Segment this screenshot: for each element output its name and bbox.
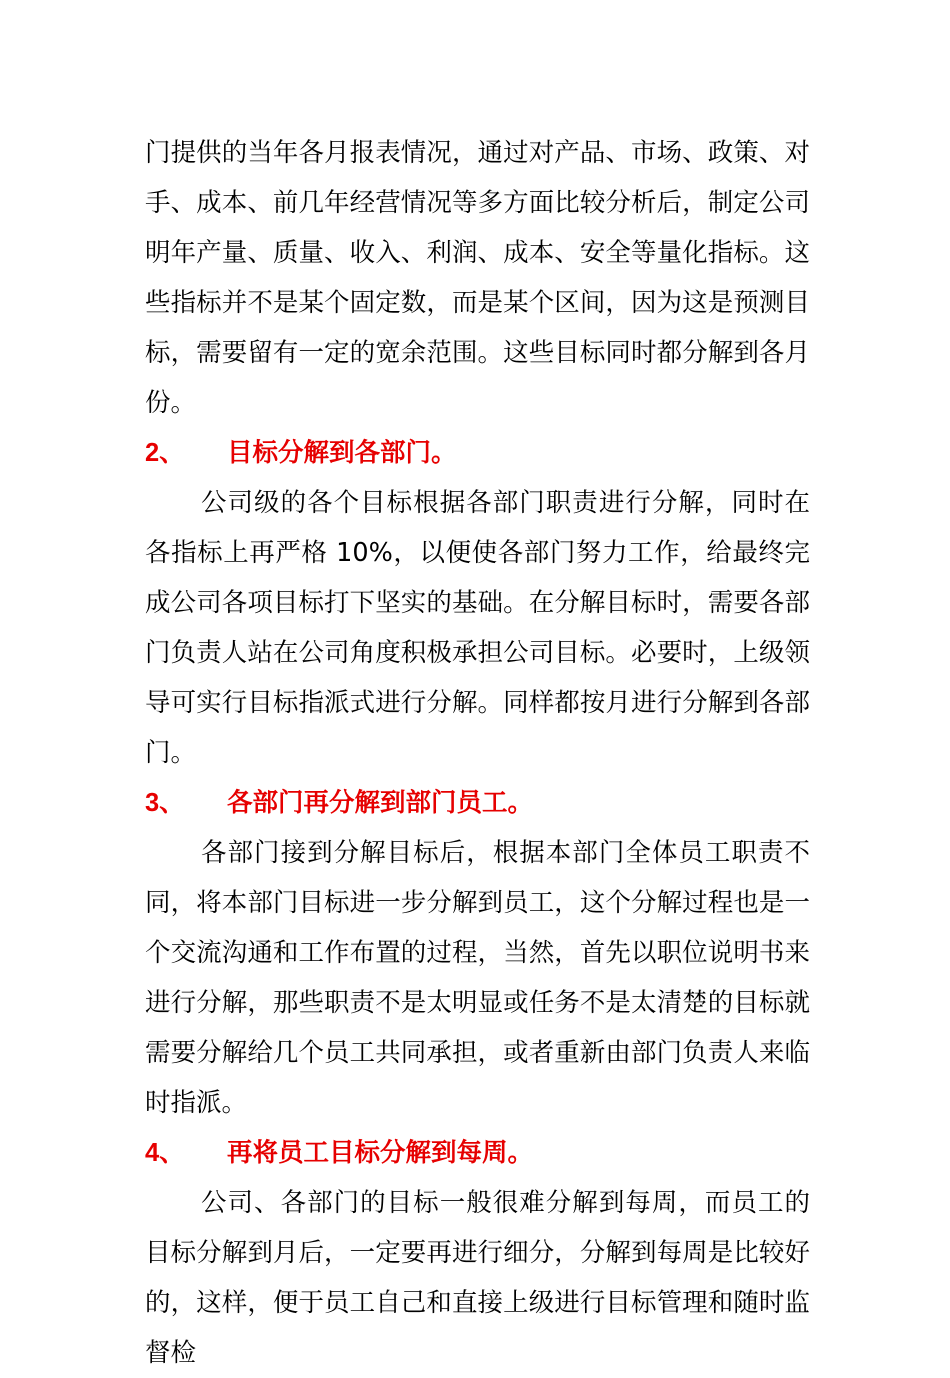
section-number-2: 2、 — [145, 439, 185, 467]
paragraph-department-breakdown: 公司级的各个目标根据各部门职责进行分解，同时在各指标上再严格 10%，以便使各部门努力工作，给最终完成公司各项目标打下坚实的基础。在分解目标时，需要各部门负责人站在公司角度积极承担公司目标。必要时，上级领导可实行目标指派式进行分解。同样都按月进行分解到各部门。 — [145, 488, 810, 768]
section-title-4: 再将员工目标分解到每周。 — [227, 1138, 534, 1168]
section-number-3: 3、 — [145, 789, 185, 817]
document-body — [145, 128, 810, 1378]
section-heading-4 — [145, 1128, 810, 1178]
paragraph-weekly-breakdown: 公司、各部门的目标一般很难分解到每周，而员工的目标分解到月后，一定要再进行细分，分解到每周是比较好的，这样，便于员工自己和直接上级进行目标管理和随时监督检 — [145, 1188, 810, 1368]
section-heading-3 — [145, 778, 810, 828]
section-number-4: 4、 — [145, 1139, 185, 1167]
paragraph-annual-targets: 门提供的当年各月报表情况，通过对产品、市场、政策、对手、成本、前几年经营情况等多方面比较分析后，制定公司明年产量、质量、收入、利润、成本、安全等量化指标。这些指标并不是某个固定数，而是某个区间，因为这是预测目标，需要留有一定的宽余范围。这些目标同时都分解到各月份。 — [145, 138, 810, 418]
paragraph-employee-breakdown: 各部门接到分解目标后，根据本部门全体员工职责不同，将本部门目标进一步分解到员工，这个分解过程也是一个交流沟通和工作布置的过程，当然，首先以职位说明书来进行分解，那些职责不是太明显或任务不是太清楚的目标就需要分解给几个员工共同承担，或者重新由部门负责人来临时指派。 — [145, 838, 810, 1118]
section-title-2: 目标分解到各部门。 — [227, 438, 457, 468]
section-title-3: 各部门再分解到部门员工。 — [227, 788, 534, 818]
section-heading-2 — [145, 428, 810, 478]
